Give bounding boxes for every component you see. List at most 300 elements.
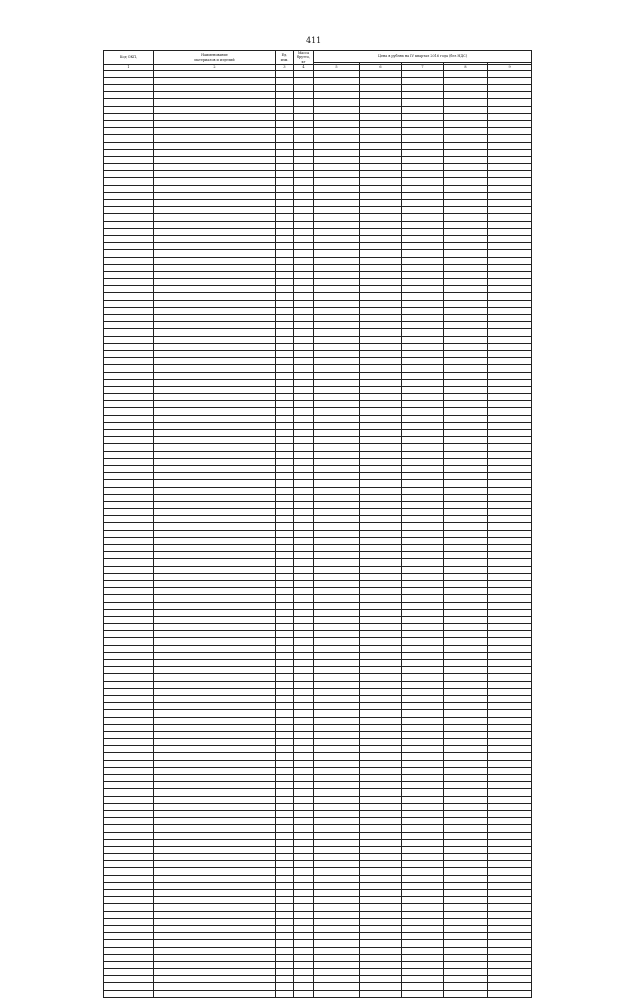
table-cell <box>402 99 444 106</box>
column-number: 4 <box>294 65 314 70</box>
table-cell <box>276 516 294 523</box>
table-cell <box>154 710 276 717</box>
table-row <box>104 343 532 350</box>
table-cell <box>444 868 488 875</box>
table-cell <box>104 85 154 92</box>
table-cell <box>154 415 276 422</box>
table-cell <box>276 890 294 897</box>
table-cell <box>488 983 532 990</box>
table-cell <box>444 307 488 314</box>
table-cell <box>488 775 532 782</box>
table-cell <box>104 882 154 889</box>
table-cell <box>314 358 360 365</box>
table-row <box>104 329 532 336</box>
table-cell <box>154 200 276 207</box>
table-cell <box>294 350 314 357</box>
table-cell <box>402 573 444 580</box>
column-number: 5 <box>314 65 360 70</box>
table-cell <box>488 897 532 904</box>
table-cell <box>314 178 360 185</box>
table-cell <box>360 156 402 163</box>
table-cell <box>314 854 360 861</box>
table-cell <box>402 746 444 753</box>
table-cell <box>488 207 532 214</box>
table-cell <box>314 882 360 889</box>
table-cell <box>276 846 294 853</box>
table-cell <box>488 293 532 300</box>
table-cell <box>360 645 402 652</box>
table-cell <box>402 861 444 868</box>
table-body <box>104 70 532 997</box>
table-cell <box>402 624 444 631</box>
table-cell <box>360 329 402 336</box>
table-cell <box>276 767 294 774</box>
table-row <box>104 969 532 976</box>
table-cell <box>276 178 294 185</box>
table-cell <box>276 185 294 192</box>
table-cell <box>154 990 276 997</box>
table-cell <box>276 164 294 171</box>
table-cell <box>488 667 532 674</box>
table-cell <box>276 279 294 286</box>
table-cell <box>294 149 314 156</box>
table-cell <box>154 235 276 242</box>
table-cell <box>444 142 488 149</box>
table-cell <box>488 588 532 595</box>
table-cell <box>314 437 360 444</box>
table-cell <box>402 789 444 796</box>
table-cell <box>294 228 314 235</box>
table-cell <box>444 609 488 616</box>
table-cell <box>444 717 488 724</box>
table-cell <box>276 616 294 623</box>
table-cell <box>276 221 294 228</box>
table-cell <box>314 940 360 947</box>
table-cell <box>104 739 154 746</box>
table-cell <box>276 537 294 544</box>
table-cell <box>402 365 444 372</box>
table-cell <box>360 372 402 379</box>
table-row <box>104 235 532 242</box>
table-cell <box>444 767 488 774</box>
table-cell <box>294 674 314 681</box>
table-row <box>104 602 532 609</box>
table-cell <box>360 537 402 544</box>
table-cell <box>276 566 294 573</box>
table-cell <box>444 77 488 84</box>
table-cell <box>402 279 444 286</box>
table-cell <box>402 113 444 120</box>
table-cell <box>402 85 444 92</box>
table-cell <box>488 243 532 250</box>
table-cell <box>488 128 532 135</box>
table-cell <box>104 782 154 789</box>
table-cell <box>294 573 314 580</box>
table-cell <box>314 185 360 192</box>
table-cell <box>402 286 444 293</box>
table-cell <box>360 940 402 947</box>
table-cell <box>294 444 314 451</box>
table-cell <box>402 178 444 185</box>
table-cell <box>488 918 532 925</box>
table-cell <box>444 401 488 408</box>
table-cell <box>104 350 154 357</box>
table-cell <box>104 379 154 386</box>
table-cell <box>294 660 314 667</box>
table-cell <box>444 322 488 329</box>
table-cell <box>402 444 444 451</box>
table-cell <box>104 200 154 207</box>
table-cell <box>402 264 444 271</box>
table-cell <box>314 638 360 645</box>
table-cell <box>402 322 444 329</box>
table-cell <box>294 358 314 365</box>
table-cell <box>154 940 276 947</box>
table-row <box>104 358 532 365</box>
table-cell <box>314 465 360 472</box>
table-cell <box>276 113 294 120</box>
table-cell <box>314 458 360 465</box>
table-cell <box>402 386 444 393</box>
table-cell <box>314 430 360 437</box>
table-row <box>104 106 532 113</box>
table-cell <box>314 976 360 983</box>
table-cell <box>276 480 294 487</box>
table-cell <box>154 509 276 516</box>
table-cell <box>444 746 488 753</box>
table-cell <box>360 767 402 774</box>
table-cell <box>154 681 276 688</box>
table-cell <box>154 810 276 817</box>
table-cell <box>360 810 402 817</box>
table-cell <box>294 530 314 537</box>
table-cell <box>488 545 532 552</box>
table-cell <box>444 336 488 343</box>
table-cell <box>154 480 276 487</box>
table-cell <box>294 897 314 904</box>
table-cell <box>402 954 444 961</box>
table-row <box>104 854 532 861</box>
table-cell <box>488 839 532 846</box>
table-cell <box>154 379 276 386</box>
table-cell <box>360 573 402 580</box>
table-cell <box>104 307 154 314</box>
table-cell <box>402 609 444 616</box>
table-cell <box>294 343 314 350</box>
table-row <box>104 350 532 357</box>
table-row <box>104 207 532 214</box>
table-cell <box>276 602 294 609</box>
table-cell <box>294 279 314 286</box>
table-cell <box>314 674 360 681</box>
table-cell <box>104 674 154 681</box>
table-row <box>104 178 532 185</box>
table-cell <box>276 854 294 861</box>
table-cell <box>276 250 294 257</box>
table-cell <box>276 465 294 472</box>
table-cell <box>444 178 488 185</box>
table-cell <box>154 279 276 286</box>
table-cell <box>276 911 294 918</box>
table-cell <box>360 990 402 997</box>
table-cell <box>276 422 294 429</box>
table-cell <box>294 120 314 127</box>
table-row <box>104 775 532 782</box>
table-cell <box>314 329 360 336</box>
table-cell <box>154 645 276 652</box>
table-cell <box>444 940 488 947</box>
table-cell <box>360 264 402 271</box>
table-cell <box>154 430 276 437</box>
table-row <box>104 300 532 307</box>
table-cell <box>402 753 444 760</box>
table-cell <box>154 746 276 753</box>
table-cell <box>360 746 402 753</box>
table-cell <box>314 214 360 221</box>
table-cell <box>402 149 444 156</box>
table-cell <box>276 401 294 408</box>
table-row <box>104 645 532 652</box>
table-cell <box>294 566 314 573</box>
table-cell <box>488 616 532 623</box>
table-cell <box>104 329 154 336</box>
table-cell <box>444 911 488 918</box>
table-row <box>104 789 532 796</box>
table-row <box>104 624 532 631</box>
table-cell <box>104 573 154 580</box>
table-cell <box>402 796 444 803</box>
table-cell <box>276 652 294 659</box>
table-cell <box>294 631 314 638</box>
table-cell <box>104 458 154 465</box>
table-cell <box>276 645 294 652</box>
table-cell <box>314 106 360 113</box>
table-cell <box>294 480 314 487</box>
table-cell <box>276 207 294 214</box>
table-cell <box>488 580 532 587</box>
table-row <box>104 760 532 767</box>
table-cell <box>314 703 360 710</box>
table-cell <box>294 976 314 983</box>
table-cell <box>294 293 314 300</box>
table-cell <box>276 264 294 271</box>
table-cell <box>488 235 532 242</box>
table-cell <box>444 422 488 429</box>
table-cell <box>488 92 532 99</box>
table-cell <box>314 516 360 523</box>
table-cell <box>488 516 532 523</box>
table-cell <box>444 782 488 789</box>
table-cell <box>314 724 360 731</box>
table-cell <box>488 379 532 386</box>
table-cell <box>154 983 276 990</box>
table-cell <box>444 789 488 796</box>
table-cell <box>104 228 154 235</box>
table-cell <box>314 451 360 458</box>
table-cell <box>360 365 402 372</box>
table-cell <box>488 279 532 286</box>
table-cell <box>294 638 314 645</box>
table-cell <box>444 149 488 156</box>
table-cell <box>488 501 532 508</box>
table-row <box>104 200 532 207</box>
table-cell <box>154 674 276 681</box>
table-cell <box>488 767 532 774</box>
table-cell <box>276 473 294 480</box>
table-cell <box>444 458 488 465</box>
table-row <box>104 264 532 271</box>
table-cell <box>276 430 294 437</box>
table-cell <box>294 688 314 695</box>
table-cell <box>360 185 402 192</box>
table-cell <box>104 135 154 142</box>
table-cell <box>276 861 294 868</box>
table-cell <box>402 372 444 379</box>
table-cell <box>360 580 402 587</box>
table-cell <box>276 142 294 149</box>
table-cell <box>276 674 294 681</box>
table-cell <box>154 207 276 214</box>
table-cell <box>294 185 314 192</box>
table-cell <box>276 731 294 738</box>
table-cell <box>360 753 402 760</box>
table-cell <box>154 638 276 645</box>
table-row <box>104 695 532 702</box>
table-cell <box>314 350 360 357</box>
table-cell <box>360 868 402 875</box>
table-cell <box>154 782 276 789</box>
table-cell <box>360 135 402 142</box>
table-cell <box>402 897 444 904</box>
table-cell <box>294 422 314 429</box>
table-cell <box>444 487 488 494</box>
table-cell <box>360 77 402 84</box>
table-cell <box>488 796 532 803</box>
table-cell <box>276 710 294 717</box>
table-row <box>104 976 532 983</box>
table-cell <box>154 185 276 192</box>
table-cell <box>314 731 360 738</box>
table-cell <box>444 207 488 214</box>
table-cell <box>314 537 360 544</box>
table-cell <box>314 501 360 508</box>
table-cell <box>154 99 276 106</box>
table-cell <box>488 868 532 875</box>
table-cell <box>402 336 444 343</box>
table-cell <box>294 77 314 84</box>
table-cell <box>104 918 154 925</box>
table-cell <box>444 983 488 990</box>
table-cell <box>294 796 314 803</box>
table-cell <box>360 408 402 415</box>
table-cell <box>314 624 360 631</box>
table-row <box>104 164 532 171</box>
table-cell <box>314 832 360 839</box>
table-cell <box>444 890 488 897</box>
table-row <box>104 911 532 918</box>
table-cell <box>154 401 276 408</box>
table-cell <box>314 645 360 652</box>
table-cell <box>360 487 402 494</box>
table-cell <box>104 875 154 882</box>
table-cell <box>276 954 294 961</box>
table-cell <box>276 925 294 932</box>
table-cell <box>294 257 314 264</box>
table-cell <box>314 149 360 156</box>
table-cell <box>104 243 154 250</box>
table-row <box>104 825 532 832</box>
table-cell <box>444 444 488 451</box>
table-cell <box>402 552 444 559</box>
table-cell <box>402 307 444 314</box>
table-cell <box>276 92 294 99</box>
table-cell <box>154 350 276 357</box>
table-cell <box>154 688 276 695</box>
table-cell <box>488 537 532 544</box>
table-cell <box>488 149 532 156</box>
table-cell <box>104 760 154 767</box>
table-cell <box>104 890 154 897</box>
table-cell <box>402 156 444 163</box>
table-cell <box>444 645 488 652</box>
table-cell <box>104 566 154 573</box>
table-cell <box>154 214 276 221</box>
table-cell <box>360 890 402 897</box>
table-row <box>104 739 532 746</box>
table-cell <box>314 983 360 990</box>
table-cell <box>294 854 314 861</box>
table-cell <box>294 767 314 774</box>
table-cell <box>154 135 276 142</box>
table-row <box>104 386 532 393</box>
table-cell <box>360 106 402 113</box>
table-cell <box>276 638 294 645</box>
table-cell <box>314 559 360 566</box>
table-cell <box>104 250 154 257</box>
table-cell <box>402 408 444 415</box>
table-cell <box>402 437 444 444</box>
table-cell <box>294 264 314 271</box>
table-cell <box>444 92 488 99</box>
table-cell <box>294 580 314 587</box>
table-cell <box>488 200 532 207</box>
table-cell <box>314 789 360 796</box>
table-row <box>104 480 532 487</box>
table-row <box>104 616 532 623</box>
table-cell <box>104 192 154 199</box>
column-number: 6 <box>360 65 402 70</box>
table-cell <box>104 925 154 932</box>
table-cell <box>402 235 444 242</box>
table-cell <box>360 760 402 767</box>
table-cell <box>360 624 402 631</box>
table-cell <box>488 372 532 379</box>
table-cell <box>488 882 532 889</box>
table-row <box>104 128 532 135</box>
table-cell <box>488 85 532 92</box>
table-cell <box>488 969 532 976</box>
table-row <box>104 846 532 853</box>
table-cell <box>488 465 532 472</box>
table-row <box>104 868 532 875</box>
table-cell <box>314 616 360 623</box>
table-cell <box>276 77 294 84</box>
table-cell <box>360 350 402 357</box>
table-cell <box>360 588 402 595</box>
table-cell <box>360 120 402 127</box>
table-cell <box>276 358 294 365</box>
table-cell <box>104 940 154 947</box>
